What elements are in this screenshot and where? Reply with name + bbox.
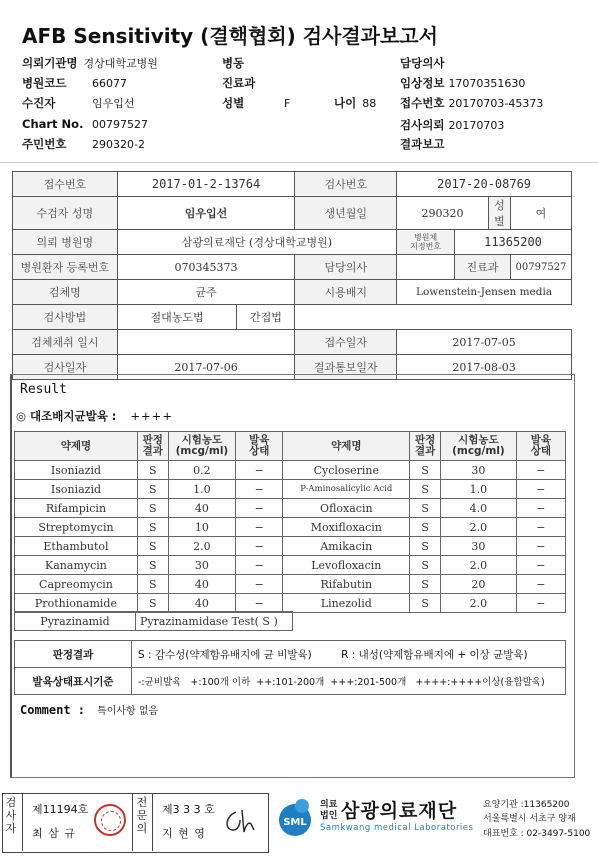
- corp-label: 의료 법인: [320, 800, 338, 821]
- test-date-label: 검사일자: [13, 355, 118, 380]
- method-indirect: 간접법: [237, 305, 295, 330]
- patient-value: 임우입선: [92, 97, 135, 110]
- hospital-name-value: 경상대학교병원: [83, 57, 158, 70]
- patient-cell: 임우입선: [117, 197, 295, 230]
- sml-logo-text: SML: [283, 817, 307, 828]
- growth-legend: -:균비발육 +:100개 이하 ++:101-200개 +++:201-500개 ++++:++++이상(융합발육): [132, 668, 566, 695]
- test-no-cell-label: 검사번호: [295, 172, 397, 197]
- table-row: Ethambutol S 2.0 − Amikacin S 30 −: [15, 537, 566, 556]
- org-english: Samkwang medical Laboratories: [320, 823, 474, 833]
- hospital-cell: 삼광의료재단 (경상대학교병원): [117, 230, 396, 255]
- org-address: 서울특별시 서초구 양재: [483, 814, 576, 824]
- pyrazinamid-test: Pyrazinamidase Test( S ): [136, 612, 293, 631]
- specimen-cell-label: 검체명: [13, 280, 118, 305]
- hospital-cell-label: 의뢰 병원명: [13, 230, 118, 255]
- specimen-cell: 균주: [117, 280, 295, 305]
- control-growth-label: ◎ 대조배지균발육 :: [16, 409, 117, 423]
- collect-cell: [117, 330, 295, 355]
- specialist-vertical-label: 전문의: [136, 796, 148, 835]
- state-header: 발육 상태: [236, 432, 283, 461]
- method-cell-label: 검사방법: [13, 305, 118, 330]
- drug-name-header: 약제명: [15, 432, 138, 461]
- doctor-label: 담당의사: [400, 56, 445, 70]
- clinical-info-value: 17070351630: [448, 77, 526, 90]
- judge-header-2: 판정 결과: [410, 432, 441, 461]
- inspector-license: 제11194호: [32, 803, 89, 816]
- patient-label: 수진자: [22, 96, 56, 110]
- doctor-cell-label: 담당의사: [295, 255, 397, 280]
- judge-legend: [132, 641, 566, 668]
- dept-label: 진료과: [222, 76, 256, 90]
- pyrazinamid-name: Pyrazinamid: [15, 612, 136, 631]
- inspector-vertical-label: 검사자: [5, 796, 17, 835]
- judge-legend-r: R : 내성(약제함유배지에 + 이상 균발육): [341, 648, 528, 661]
- table-row: Isoniazid S 0.2 − Cycloserine S 30 −: [15, 461, 566, 480]
- specialist-name: 지 현 영: [162, 827, 206, 840]
- resident-no-value: 290320-2: [92, 138, 145, 151]
- sex-value: F: [284, 97, 291, 110]
- dept-cell-label: 진료과: [455, 255, 511, 280]
- receipt-no-value: 20170703-45373: [448, 97, 544, 110]
- report-title: AFB Sensitivity (결핵협회) 검사결과보고서: [22, 24, 438, 48]
- receipt-no-label: 접수번호: [400, 96, 445, 110]
- hospital-code-value: 66077: [92, 77, 127, 90]
- org-code: 요양기관 :11365200: [483, 800, 570, 810]
- org-phone: 대표번호 : 02-3497-5100: [483, 829, 591, 839]
- report-date-label: 결과통보일자: [295, 355, 397, 380]
- org-name: 삼광의료재단: [341, 800, 458, 822]
- method-absolute: 절대농도법: [117, 305, 237, 330]
- header-divider: [0, 162, 598, 163]
- state-header-2: 발육 상태: [516, 432, 565, 461]
- request-date-value: 20170703: [448, 119, 505, 132]
- sml-logo-icon: [272, 796, 318, 838]
- comment-label: Comment :: [20, 703, 86, 717]
- specialist-license: 제3 3 3 호: [162, 803, 215, 816]
- test-no-cell: 2017-20-08769: [397, 172, 572, 197]
- header-col2: [222, 55, 376, 117]
- table-row: Kanamycin S 30 − Levofloxacin S 2.0 −: [15, 556, 566, 575]
- legend-table: [14, 640, 566, 695]
- medium-cell: Lowenstein-Jensen media: [397, 280, 572, 305]
- hospital-reg-label: 병원체 지정번호: [397, 230, 455, 255]
- accept-cell-label: 접수일자: [295, 330, 397, 355]
- birth-cell: 290320: [397, 197, 489, 230]
- collect-cell-label: 검체채취 일시: [13, 330, 118, 355]
- table-row: Prothionamide S 40 − Linezolid S 2.0 −: [15, 594, 566, 613]
- result-report-label: 결과보고: [400, 137, 445, 151]
- hospital-name-label: 의뢰기관명: [22, 56, 78, 70]
- accept-cell: 2017-07-05: [397, 330, 572, 355]
- header-col3: [400, 55, 543, 156]
- result-title: Result: [20, 382, 67, 397]
- receipt-no-cell: 2017-01-2-13764: [117, 172, 295, 197]
- resident-no-label: 주민번호: [22, 137, 67, 151]
- specimen-info-table: [12, 171, 572, 380]
- birth-cell-label: 생년월일: [295, 197, 397, 230]
- pyrazinamid-row: [14, 611, 293, 631]
- conc-header: 시험농도 (mcg/ml): [168, 432, 236, 461]
- age-value: 88: [362, 97, 377, 110]
- table-row: Capreomycin S 40 − Rifabutin S 20 −: [15, 575, 566, 594]
- dept-cell: 00797527: [510, 255, 571, 280]
- clinical-info-label: 임상정보: [400, 76, 445, 90]
- hospital-code-label: 병원코드: [22, 76, 67, 90]
- chart-no-value: 00797527: [92, 118, 148, 131]
- medium-cell-label: 시용배지: [295, 280, 397, 305]
- patient-reg-no: 070345373: [117, 255, 295, 280]
- control-growth-value: ++++: [130, 409, 173, 423]
- age-label: 나이: [333, 96, 357, 110]
- hospital-reg-no: 11365200: [455, 230, 572, 255]
- sex-cell-label: 성별: [488, 197, 510, 230]
- test-date-cell: 2017-07-06: [117, 355, 295, 380]
- header-col1: [22, 55, 158, 156]
- signature-mark: [222, 806, 258, 838]
- chart-no-label: Chart No.: [22, 117, 84, 131]
- comment: [20, 702, 158, 717]
- growth-legend-label: 발육상태표시기준: [15, 668, 132, 695]
- report-date-cell: 2017-08-03: [397, 355, 572, 380]
- request-date-label: 검사의뢰: [400, 118, 445, 132]
- inspector-name: 최 삼 규: [32, 827, 76, 840]
- drug-rows: [15, 461, 566, 613]
- table-row: Isoniazid S 1.0 − P-Aminosalicylic Acid S 1.0 −: [15, 480, 566, 499]
- comment-value: 특이사항 없음: [97, 706, 159, 717]
- drug-sensitivity-table: [14, 431, 566, 613]
- seal-stamp: [94, 804, 126, 836]
- judge-legend-label: 판정결과: [15, 641, 132, 668]
- conc-header-2: 시험농도 (mcg/ml): [441, 432, 517, 461]
- sex-cell: 여: [510, 197, 571, 230]
- control-growth: [16, 408, 173, 424]
- table-row: Streptomycin S 10 − Moxifloxacin S 2.0 −: [15, 518, 566, 537]
- table-row: Rifampicin S 40 − Ofloxacin S 4.0 −: [15, 499, 566, 518]
- drug-name-header-2: 약제명: [283, 432, 410, 461]
- judge-header: 판정 결과: [137, 432, 168, 461]
- judge-legend-s: S : 감수성(약제함유배지에 균 비발육): [138, 648, 312, 661]
- patient-cell-label: 수검자 성명: [13, 197, 118, 230]
- ward-label: 병동: [222, 56, 245, 70]
- sex-label: 성별: [222, 96, 245, 110]
- patient-reg-label: 병원환자 등록번호: [13, 255, 118, 280]
- receipt-no-cell-label: 접수번호: [13, 172, 118, 197]
